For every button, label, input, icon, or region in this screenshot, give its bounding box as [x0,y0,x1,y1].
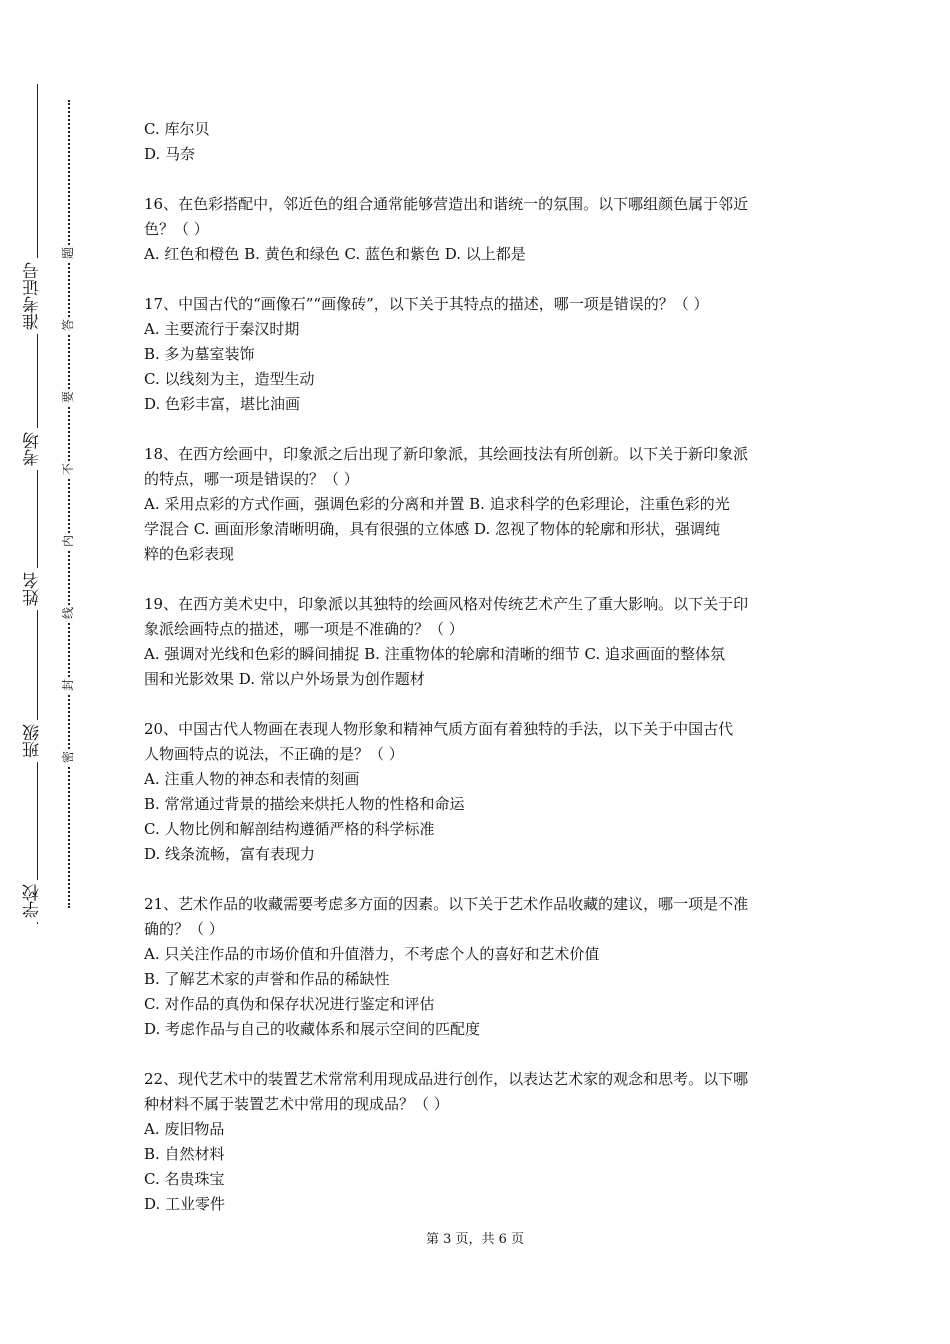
option-line: A. 强调对光线和色彩的瞬间捕捉 B. 注重物体的轮廓和清晰的细节 C. 追求画面的整体氛 [144,645,725,663]
option-line: A. 注重人物的神态和表情的刻画 [144,770,360,788]
page-number-footer: 第 3 页，共 6 页 [425,1232,525,1247]
exam-content [144,117,814,1217]
question-stem: 20、中国古代人物画在表现人物形象和精神气质方面有着独特的手法，以下关于中国古代 [144,720,734,738]
binding-margin [0,0,110,1344]
field-exam-number-label: 准考证号 [23,258,51,334]
field-class-label: 班级 [23,720,51,762]
option-line: C. 库尔贝 [144,120,210,138]
question-18 [144,442,814,567]
seal-char: 封 [61,679,75,692]
question-stem: 19、在西方美术史中，印象派以其独特的绘画风格对传统艺术产生了重大影响。以下关于印 [144,595,749,613]
option-line: C. 以线刻为主，造型生动 [144,370,315,388]
option-line: 粹的色彩表现 [144,545,235,563]
question-stem: 17、中国古代的“画像石”“画像砖”，以下关于其特点的描述，哪一项是错误的？（ ） [144,295,709,313]
option-line: B. 多为墓室装饰 [144,345,255,363]
seal-char: 要 [61,391,75,404]
option-line: A. 红色和橙色 B. 黄色和绿色 C. 蓝色和紫色 D. 以上都是 [144,245,526,263]
option-line: D. 线条流畅，富有表现力 [144,845,316,863]
option-line: C. 人物比例和解剖结构遵循严格的科学标准 [144,820,435,838]
question-stem: 的特点，哪一项是错误的？（ ） [144,470,359,488]
question-stem: 21、艺术作品的收藏需要考虑多方面的因素。以下关于艺术作品收藏的建议，哪一项是不准 [144,895,749,913]
question-19 [144,592,814,692]
binding-solid-line [37,84,38,924]
question-22 [144,1067,814,1217]
option-line: 学混合 C. 画面形象清晰明确，具有很强的立体感 D. 忽视了物体的轮廓和形状，强调纯 [144,520,721,538]
question-16 [144,192,814,267]
option-line: B. 常常通过背景的描绘来烘托人物的性格和命运 [144,795,465,813]
question-stem: 确的？（ ） [144,920,224,938]
seal-char: 不 [61,463,75,476]
question-17 [144,292,814,417]
seal-char: 线 [61,607,75,620]
question-stem: 人物画特点的说法，不正确的是？（ ） [144,745,404,763]
seal-dotted-line [68,100,70,908]
field-exam-room-label: 考场 [23,428,51,470]
field-name-label: 姓名 [23,568,51,610]
option-line: A. 废旧物品 [144,1120,225,1138]
question-stem: 象派绘画特点的描述，哪一项是不准确的？（ ） [144,620,464,638]
option-line: B. 了解艺术家的声誉和作品的稀缺性 [144,970,390,988]
question-20 [144,717,814,867]
question-stem: 18、在西方绘画中，印象派之后出现了新印象派，其绘画技法有所创新。以下关于新印象派 [144,445,749,463]
option-line: B. 自然材料 [144,1145,225,1163]
seal-char: 答 [61,319,75,332]
option-line: A. 主要流行于秦汉时期 [144,320,300,338]
option-line: D. 工业零件 [144,1195,226,1213]
seal-char: 题 [61,247,75,260]
option-line: A. 采用点彩的方式作画，强调色彩的分离和并置 B. 追求科学的色彩理论，注重色彩的光 [144,495,730,513]
option-line: D. 色彩丰富，堪比油画 [144,395,301,413]
option-line: C. 名贵珠宝 [144,1170,225,1188]
question-stem: 种材料不属于装置艺术中常用的现成品？（ ） [144,1095,449,1113]
question-stem: 色？（ ） [144,220,209,238]
option-line: D. 马奈 [144,145,196,163]
question-stem: 16、在色彩搭配中，邻近色的组合通常能够营造出和谐统一的氛围。以下哪组颜色属于邻近 [144,195,749,213]
option-line: 围和光影效果 D. 常以户外场景为创作题材 [144,670,425,688]
lead-options [144,117,814,167]
seal-char: 内 [61,535,75,548]
question-21 [144,892,814,1042]
question-stem: 22、现代艺术中的装置艺术常常利用现成品进行创作，以表达艺术家的观念和思考。以下哪 [144,1070,749,1088]
option-line: C. 对作品的真伪和保存状况进行鉴定和评估 [144,995,435,1013]
seal-char: 密 [61,751,75,764]
option-line: A. 只关注作品的市场价值和升值潜力，不考虑个人的喜好和艺术价值 [144,945,600,963]
field-school-label: 学校 [23,880,51,922]
option-line: D. 考虑作品与自己的收藏体系和展示空间的匹配度 [144,1020,481,1038]
